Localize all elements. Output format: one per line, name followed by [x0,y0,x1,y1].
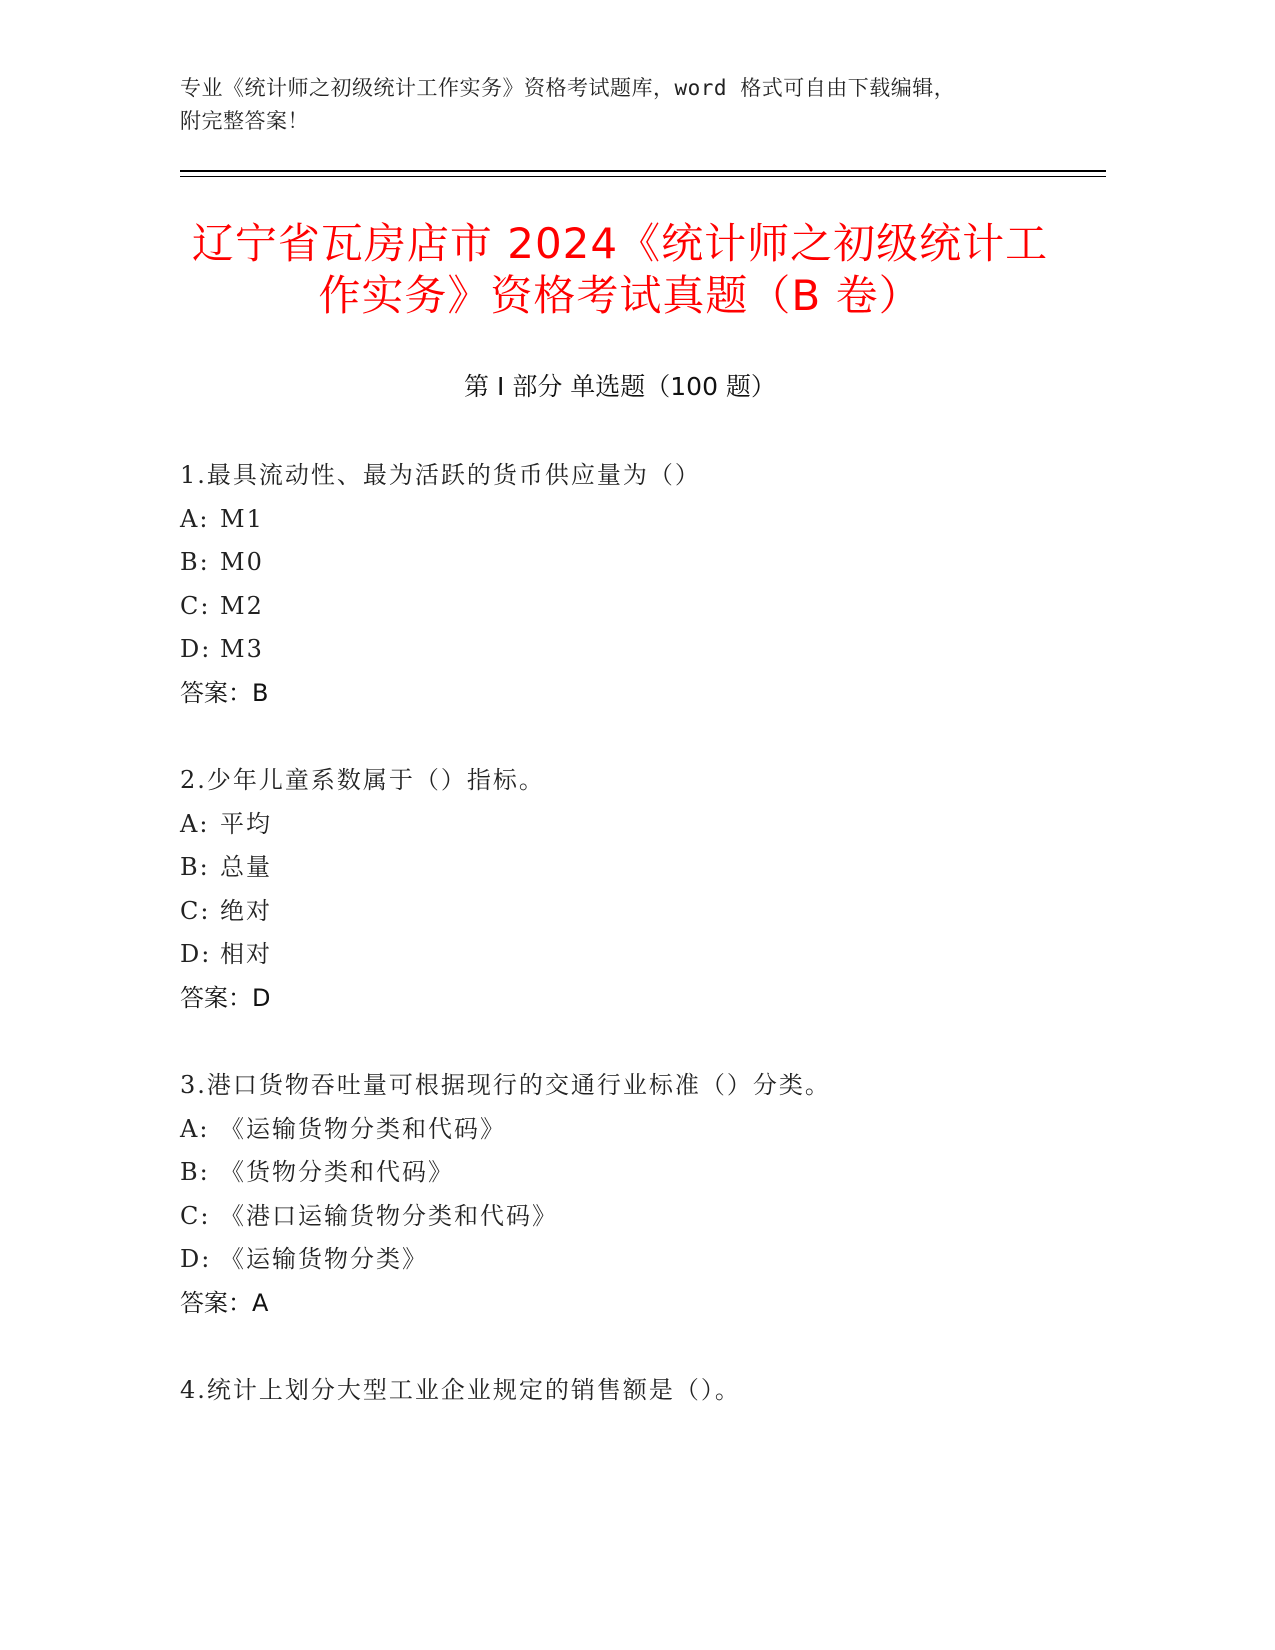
header-note-line-1: 专业《统计师之初级统计工作实务》资格考试题库，word 格式可自由下载编辑， [180,76,956,100]
option-letter: C: [180,591,211,620]
option-b [180,1151,1080,1195]
question-4 [180,1369,1080,1413]
option-letter: A: [180,504,210,533]
option-text: M3 [220,635,264,664]
header-divider-thick [180,170,1106,172]
option-letter: B: [180,548,210,577]
document-title-line-2: 作实务》资格考试真题（B 卷） [318,271,922,320]
option-text: 平均 [220,809,272,838]
option-text: M0 [220,548,264,577]
answer-line: 答案：D [180,983,271,1012]
option-text: 《港口运输货物分类和代码》 [220,1201,558,1230]
option-text: 相对 [220,940,272,969]
question-stem: 2.少年儿童系数属于（）指标。 [180,766,545,794]
option-d [180,933,1080,977]
header-divider-thin [180,176,1106,177]
option-letter: B: [180,1158,210,1187]
document-title [180,218,1060,322]
header-note-line-2: 附完整答案！ [180,109,309,133]
option-d [180,1238,1080,1282]
option-text: 《运输货物分类和代码》 [220,1114,506,1143]
option-text: 总量 [220,853,272,882]
option-letter: A: [180,809,210,838]
header-note [180,72,1060,138]
question-2 [180,759,1080,1021]
option-letter: D: [180,635,212,664]
option-letter: B: [180,853,210,882]
option-d [180,628,1080,672]
option-a [180,803,1080,847]
option-c [180,585,1080,629]
option-text: 绝对 [220,896,272,925]
option-text: M1 [220,504,264,533]
option-text: M2 [220,591,264,620]
option-a [180,498,1080,542]
option-letter: C: [180,1201,211,1230]
option-letter: C: [180,896,211,925]
option-letter: D: [180,1245,212,1274]
question-stem: 4.统计上划分大型工业企业规定的销售额是（）。 [180,1376,741,1404]
question-stem: 3.港口货物吞吐量可根据现行的交通行业标准（）分类。 [180,1071,831,1099]
answer-line: 答案：A [180,1288,269,1317]
option-text: 《货物分类和代码》 [220,1158,454,1187]
option-a [180,1108,1080,1152]
option-b [180,846,1080,890]
option-text: 《运输货物分类》 [220,1245,428,1274]
document-title-line-1: 辽宁省瓦房店市 2024《统计师之初级统计工 [191,219,1049,268]
section-title: 第 I 部分 单选题（100 题） [464,372,776,401]
option-b [180,541,1080,585]
option-letter: A: [180,1114,210,1143]
option-c [180,1195,1080,1239]
answer-line: 答案：B [180,678,269,707]
option-c [180,890,1080,934]
question-3 [180,1064,1080,1326]
question-stem: 1.最具流动性、最为活跃的货币供应量为（） [180,461,701,489]
question-1 [180,454,1080,716]
option-letter: D: [180,940,212,969]
